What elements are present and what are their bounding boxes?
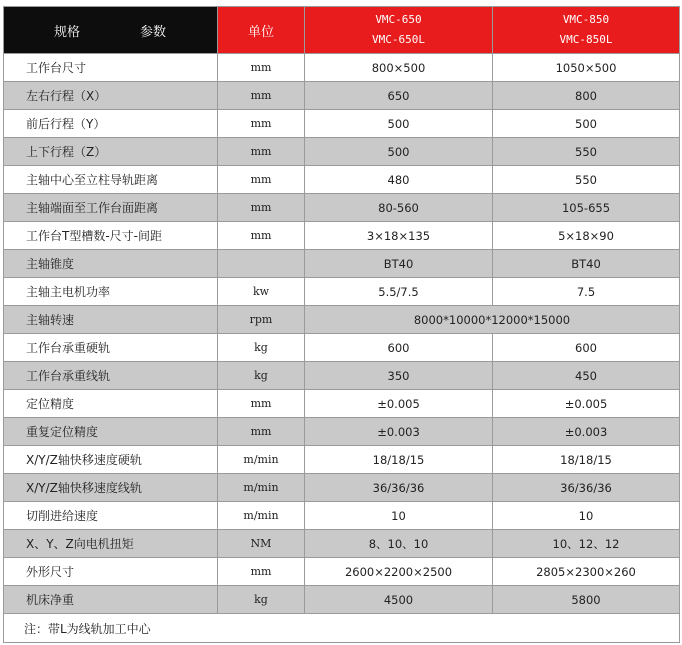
model-b-line-1: VMC-850 [562,13,610,26]
model-a-value-cell: 80-560 [305,194,493,222]
param-name-cell: X、Y、Z向电机扭矩 [4,530,218,558]
model-a-value-cell: 500 [305,110,493,138]
param-name-cell: 工作台承重硬轨 [4,334,218,362]
model-b-value-cell: BT40 [493,250,680,278]
table-row [4,446,680,474]
table-row [4,586,680,614]
param-name-cell: 切削进给速度 [4,502,218,530]
model-a-value-cell: ±0.005 [305,390,493,418]
unit-cell: NM [218,530,305,558]
unit-cell: m/min [218,502,305,530]
model-a-value-cell: 500 [305,138,493,166]
merged-value-cell: 8000*10000*12000*15000 [305,306,680,334]
param-name-cell: 主轴转速 [4,306,218,334]
model-a-line-2: VMC-650L [372,33,425,46]
model-a-value-cell: 5.5/7.5 [305,278,493,306]
param-name-cell: 上下行程（Z） [4,138,218,166]
model-b-value-cell: 1050×500 [493,54,680,82]
param-name-cell: 外形尺寸 [4,558,218,586]
model-a-value-cell: 350 [305,362,493,390]
unit-cell: mm [218,110,305,138]
param-name-cell: 主轴锥度 [4,250,218,278]
model-b-value-cell: 7.5 [493,278,680,306]
model-b-value-cell: 550 [493,138,680,166]
model-a-value-cell: 600 [305,334,493,362]
note-text: 注：带L为线轨加工中心 [4,614,680,643]
table-row [4,502,680,530]
param-name-cell: X/Y/Z轴快移速度线轨 [4,474,218,502]
model-b-value-cell: 600 [493,334,680,362]
unit-cell: kg [218,334,305,362]
model-b-value-cell: 2805×2300×260 [493,558,680,586]
model-a-value-cell: ±0.003 [305,418,493,446]
model-b-value-cell: 18/18/15 [493,446,680,474]
param-name-cell: 重复定位精度 [4,418,218,446]
table-row [4,54,680,82]
model-b-value-cell: 550 [493,166,680,194]
unit-cell: kg [218,586,305,614]
unit-cell: mm [218,558,305,586]
param-name-cell: 前后行程（Y） [4,110,218,138]
table-row [4,110,680,138]
model-a-value-cell: 480 [305,166,493,194]
model-b-value-cell: ±0.003 [493,418,680,446]
table-row [4,558,680,586]
header-unit-cell: 单位 [218,7,305,54]
model-a-value-cell: 3×18×135 [305,222,493,250]
model-a-line-1: VMC-650 [375,13,422,26]
table-row [4,82,680,110]
model-a-value-cell: 800×500 [305,54,493,82]
param-name-cell: 工作台T型槽数-尺寸-间距 [4,222,218,250]
table-row [4,250,680,278]
unit-cell: mm [218,82,305,110]
model-a-value-cell: 650 [305,82,493,110]
unit-cell: kw [218,278,305,306]
model-b-value-cell: 105-655 [493,194,680,222]
header-model-a-cell [305,7,493,54]
unit-cell: m/min [218,474,305,502]
unit-cell: mm [218,222,305,250]
param-name-cell: 主轴中心至立柱导轨距离 [4,166,218,194]
model-a-value-cell: 10 [305,502,493,530]
header-model-b-cell [493,7,680,54]
model-b-value-cell: 10 [493,502,680,530]
unit-cell: mm [218,138,305,166]
param-name-cell: 主轴主电机功率 [4,278,218,306]
table-row [4,166,680,194]
model-a-value-cell: 18/18/15 [305,446,493,474]
table-row [4,362,680,390]
model-b-value-cell: 5×18×90 [493,222,680,250]
model-a-value-cell: 2600×2200×2500 [305,558,493,586]
model-a-value-cell: 36/36/36 [305,474,493,502]
table-row [4,334,680,362]
unit-cell: kg [218,362,305,390]
model-b-value-cell: 36/36/36 [493,474,680,502]
unit-cell: mm [218,54,305,82]
param-name-cell: 工作台承重线轨 [4,362,218,390]
spec-table-container [3,6,679,643]
table-row [4,474,680,502]
table-row [4,222,680,250]
spec-table [3,6,680,643]
unit-cell: mm [218,390,305,418]
table-row [4,278,680,306]
model-b-line-2: VMC-850L [559,33,613,46]
unit-cell: mm [218,166,305,194]
unit-cell [218,250,305,278]
model-b-value-cell: 500 [493,110,680,138]
table-row [4,390,680,418]
model-b-value-cell: 800 [493,82,680,110]
table-row [4,138,680,166]
model-b-value-cell: 450 [493,362,680,390]
model-a-value-cell: 4500 [305,586,493,614]
model-b-value-cell: ±0.005 [493,390,680,418]
table-row [4,530,680,558]
unit-cell: mm [218,194,305,222]
param-name-cell: 定位精度 [4,390,218,418]
unit-cell: mm [218,418,305,446]
model-a-value-cell: 8、10、10 [305,530,493,558]
note-row [4,614,680,643]
header-spec-param-cell [4,7,218,54]
model-a-value-cell: BT40 [305,250,493,278]
table-row [4,306,680,334]
param-name-cell: 左右行程（X） [4,82,218,110]
unit-cell: m/min [218,446,305,474]
model-b-value-cell: 5800 [493,586,680,614]
table-row [4,418,680,446]
param-name-cell: 机床净重 [4,586,218,614]
table-row [4,194,680,222]
model-b-value-cell: 10、12、12 [493,530,680,558]
param-name-cell: X/Y/Z轴快移速度硬轨 [4,446,218,474]
table-header-row [4,7,680,54]
header-param-label: 参数 [140,24,167,40]
param-name-cell: 工作台尺寸 [4,54,218,82]
header-spec-label: 规格 [54,24,81,40]
param-name-cell: 主轴端面至工作台面距离 [4,194,218,222]
unit-cell: rpm [218,306,305,334]
